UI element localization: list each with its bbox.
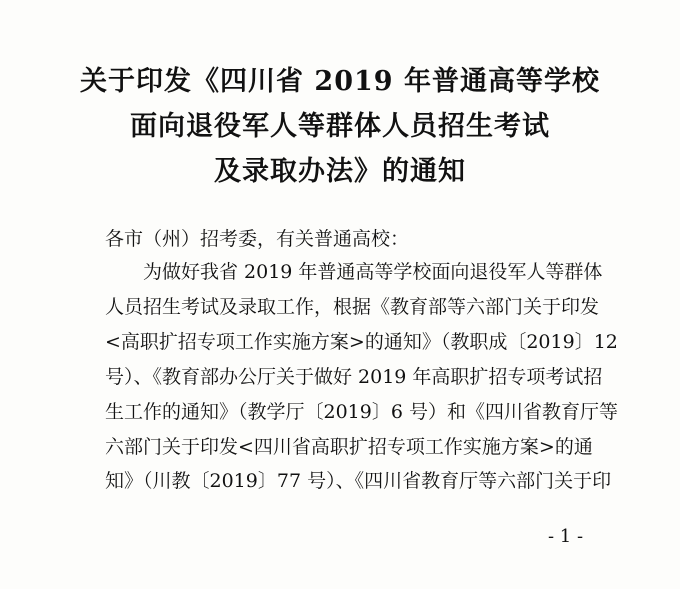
body-line-1: 为做好我省 2019 年普通高等学校面向退役军人等群体 — [143, 261, 603, 283]
page-number: - 1 - — [548, 526, 584, 547]
body-line-5: 生工作的通知》（教学厅〔2019〕6 号）和《四川省教育厅等 — [105, 401, 618, 423]
document-title-line-3: 及录取办法》的通知 — [214, 156, 466, 187]
document-title-line-1: 关于印发《四川省 2019 年普通高等学校 — [80, 66, 600, 97]
body-line-4: 号）、《教育部办公厅关于做好 2019 年高职扩招专项考试招 — [105, 366, 603, 388]
body-line-7: 知》（川教〔2019〕77 号）、《四川省教育厅等六部门关于印 — [105, 470, 612, 492]
document-title-line-2: 面向退役军人等群体人员招生考试 — [130, 111, 550, 142]
body-line-2: 人员招生考试及录取工作，根据《教育部等六部门关于印发 — [105, 296, 600, 318]
salutation: 各市（州）招考委，有关普通高校： — [105, 228, 410, 250]
body-line-6: 六部门关于印发<四川省高职扩招专项工作实施方案>的通 — [105, 436, 593, 458]
body-line-3: <高职扩招专项工作实施方案>的通知》（教职成〔2019〕12 — [105, 331, 618, 353]
